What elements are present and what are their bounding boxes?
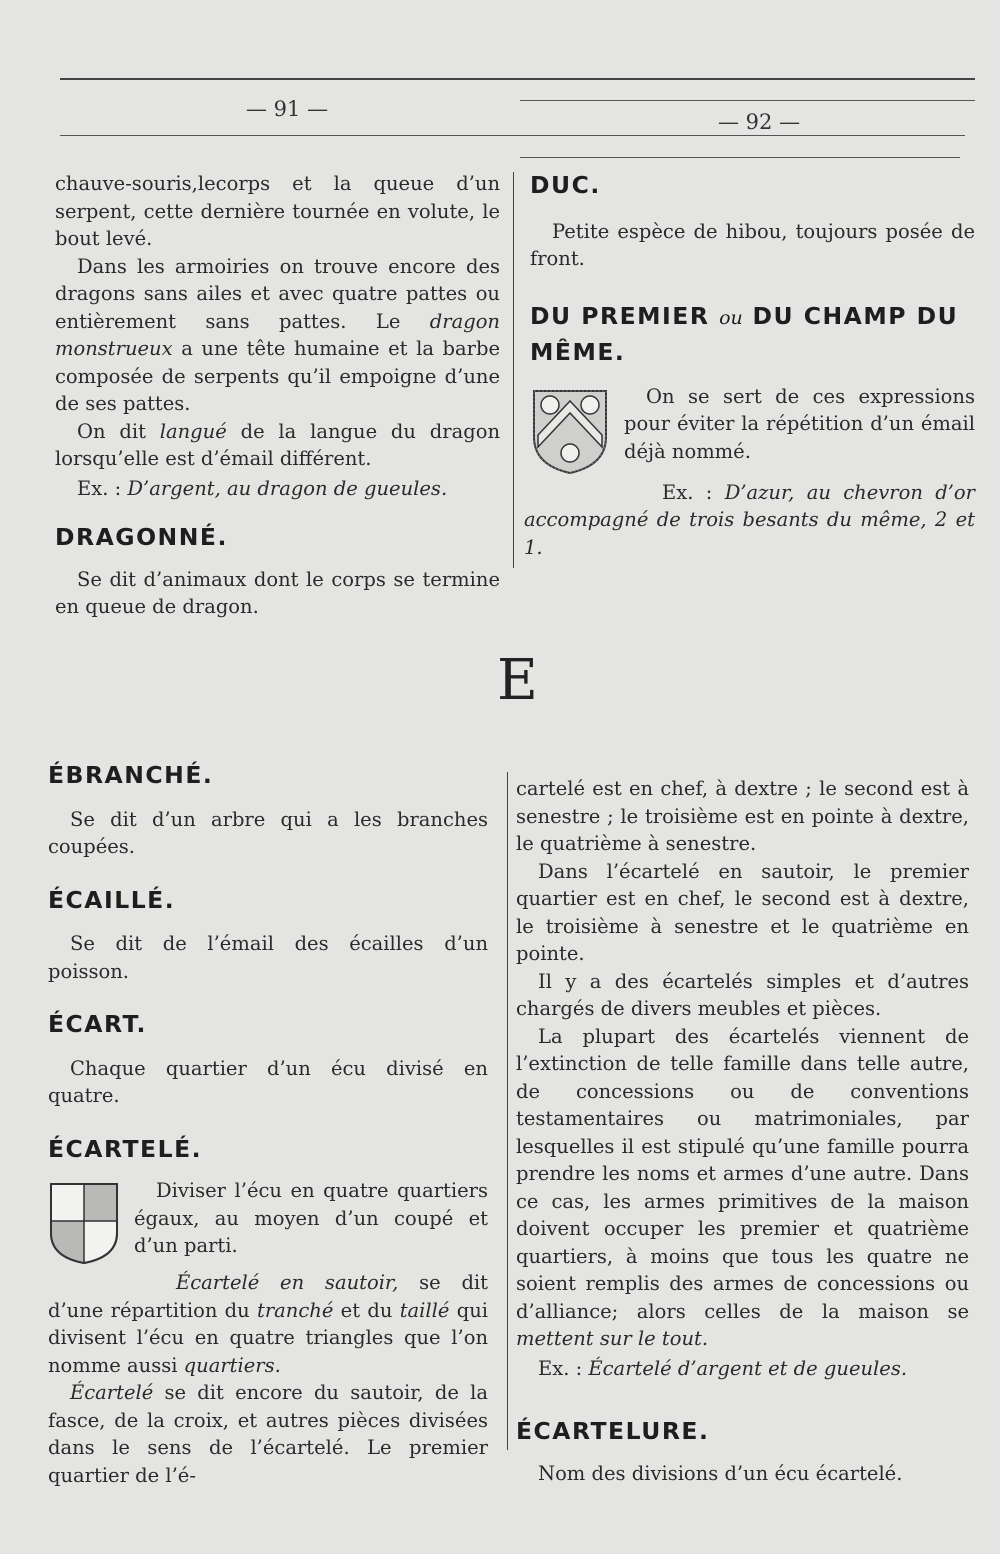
paragraph: On dit langué de la langue du dragon lorsqu’elle est d’émail différent.	[55, 419, 501, 470]
blazon-ecartele-icon	[48, 1181, 120, 1265]
definition-ecartele: Diviser l’écu en quatre quartiers égaux, au moyen d’un coupé et d’un parti.	[134, 1179, 488, 1257]
definition-du-premier: On se sert de ces expressions pour éviter la répétition d’un émail déjà nommé.	[624, 384, 975, 463]
definition-dragonne: Se dit d’animaux dont le corps se termine en queue de dragon.	[55, 567, 500, 618]
paragraph: La plupart des écartelés viennent de l’extinction de telle famille dans telle autre, de concessions ou de conventions testamentaires ou matrimoniales, par lesquelles il est stipulé qu’une famille pourra prendre les noms et armes d’une autre. Dans ce cas, les armes primitives de la maison doivent occuper les premier et quatrième quartiers, à moins que tous les quatre ne soient remplis des armes de concessions ou d’alliance; alors celles de la maison se mettent sur le tout.	[516, 1024, 969, 1350]
example-line: Ex. : Écartelé d’argent et de gueules.	[538, 1356, 908, 1380]
lower-right-column	[516, 775, 969, 1487]
heading-ecartelure: ÉCARTELURE.	[516, 1417, 710, 1445]
top-rule-right-lower	[520, 157, 960, 158]
paragraph: chauve-souris,lecorps et la queue d’un serpent, cette dernière tournée en volute, le bout levé.	[55, 172, 500, 250]
column-divider-lower	[507, 772, 508, 1450]
heading-ebranche: ÉBRANCHÉ.	[48, 761, 214, 789]
column-divider-upper	[513, 172, 514, 568]
definition-ecart: Chaque quartier d’un écu divisé en quatre.	[48, 1056, 488, 1107]
upper-right-column	[524, 171, 975, 561]
definition-ecartelure: Nom des divisions d’un écu écartelé.	[538, 1461, 903, 1485]
heading-ecart: ÉCART.	[48, 1010, 147, 1038]
page-number-left: — 91 —	[246, 97, 329, 121]
page-number-right: — 92 —	[718, 110, 801, 134]
heading-ecartele: ÉCARTELÉ.	[48, 1134, 203, 1163]
definition-ecaille: Se dit de l’émail des écailles d’un poisson.	[48, 932, 488, 983]
paragraph: Dans l’écartelé en sautoir, le premier quartier est en chef, le second est à dextre, le troisième à senestre et le quatrième en pointe.	[516, 859, 969, 965]
lower-left-column	[48, 762, 488, 1489]
paragraph: Dans les armoiries on trouve encore des dragons sans ailes et avec quatre pattes ou entièrement sans pattes. Le dragon monstrueux a une tête humaine et la barbe composée de serpents qu’il empoigne d’une de ses pattes.	[55, 254, 500, 415]
example-line: Ex. : D’argent, au dragon de gueules.	[77, 476, 448, 500]
section-letter: E	[497, 648, 538, 713]
definition-duc: Petite espèce de hibou, toujours posée de front.	[530, 219, 975, 270]
top-rule-upper	[60, 78, 975, 80]
example-line: Ex. : D’azur, au chevron d’or accompagné de trois besants du même, 2 et 1.	[524, 480, 975, 559]
paragraph: cartelé est en chef, à dextre ; le second est à senestre ; le troisième est en pointe à dextre, le quatrième à senestre.	[516, 777, 969, 855]
heading-dragonne: DRAGONNÉ.	[55, 523, 228, 551]
blazon-chevron-besants-icon	[530, 387, 610, 475]
heading-du-premier: DU PREMIER ou DU CHAMP DU MÊME.	[530, 301, 959, 366]
paragraph: Il y a des écartelés simples et d’autres chargés de divers meubles et pièces.	[516, 969, 969, 1020]
top-rule-right-upper	[520, 100, 975, 101]
upper-left-column	[55, 170, 500, 621]
heading-ecaille: ÉCAILLÉ.	[48, 885, 176, 914]
heading-duc: DUC.	[530, 171, 601, 199]
paragraph: Écartelé en sautoir, se dit d’une répartition du tranché et du taillé qui divisent l’écu en quatre triangles que l’on nomme aussi quartiers.	[48, 1271, 489, 1377]
top-rule-lower	[60, 135, 965, 136]
definition-ebranche: Se dit d’un arbre qui a les branches coupées.	[48, 807, 488, 858]
paragraph: Écartelé se dit encore du sautoir, de la fasce, de la croix, et autres pièces divisées dans le sens de l’écartelé. Le premier quartier de l’é-	[48, 1381, 488, 1487]
